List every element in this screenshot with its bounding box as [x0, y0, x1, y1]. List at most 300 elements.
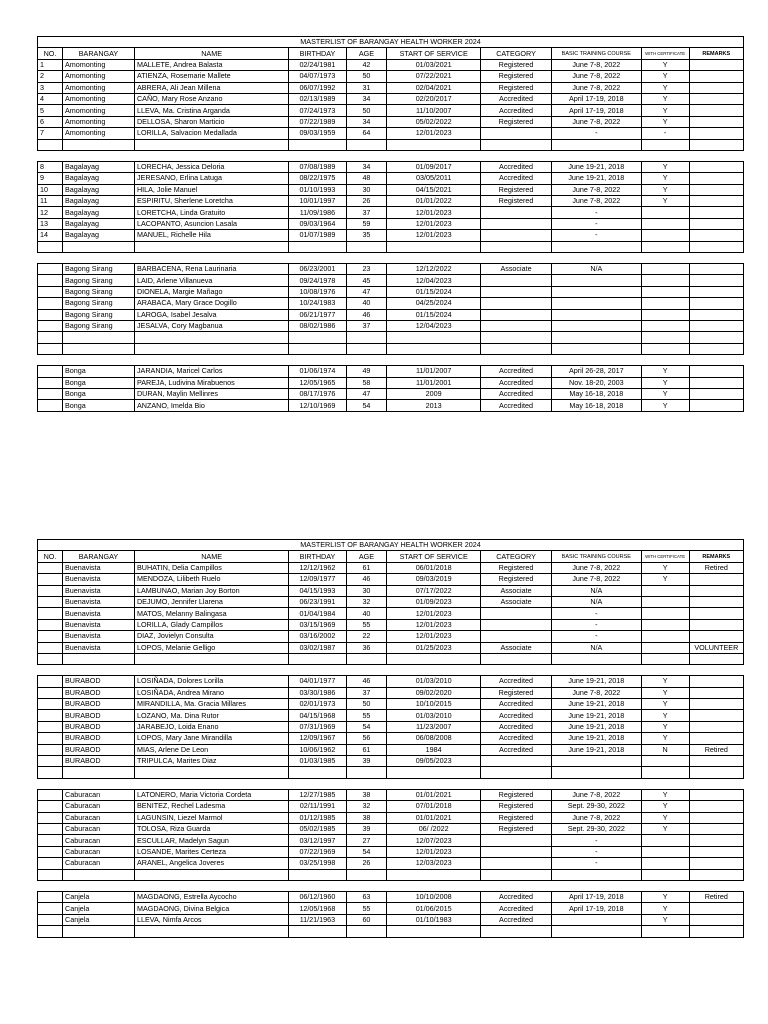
cell-barangay: BURABOD	[63, 710, 135, 721]
cell-certificate	[641, 264, 689, 275]
cell-no: 10	[38, 184, 63, 195]
cell-certificate: Y	[641, 173, 689, 184]
cell-certificate	[641, 207, 689, 218]
cell-training: -	[551, 230, 641, 241]
cell-barangay: Caburacan	[63, 801, 135, 812]
cell-certificate	[641, 631, 689, 642]
header-no: NO.	[38, 551, 63, 562]
cell-certificate	[641, 858, 689, 869]
cell-certificate: Y	[641, 59, 689, 70]
table-row	[38, 93, 744, 104]
table-row	[38, 218, 744, 229]
cell-barangay	[63, 926, 135, 937]
cell-no	[38, 710, 63, 721]
cell-age: 36	[346, 642, 387, 653]
cell-no	[38, 139, 63, 150]
cell-birthday: 10/06/1962	[289, 744, 346, 755]
cell-no	[38, 767, 63, 778]
table-row	[38, 377, 744, 388]
cell-age: 34	[346, 116, 387, 127]
cell-remarks	[689, 869, 743, 880]
cell-start-of-service: 01/06/2015	[387, 903, 481, 914]
header-start-of-service: START OF SERVICE	[387, 48, 481, 59]
cell-no	[38, 801, 63, 812]
cell-certificate	[641, 608, 689, 619]
cell-remarks	[689, 574, 743, 585]
cell-barangay: Bagalayag	[63, 207, 135, 218]
cell-remarks	[689, 388, 743, 399]
cell-certificate	[641, 619, 689, 630]
cell-birthday: 03/15/1969	[289, 619, 346, 630]
table-row	[38, 139, 744, 150]
cell-remarks	[689, 721, 743, 732]
cell-age: 34	[346, 161, 387, 172]
cell-start-of-service: 07/22/2021	[387, 71, 481, 82]
cell-name: BUHATIN, Delia Campillos	[134, 562, 288, 573]
cell-no	[38, 756, 63, 767]
cell-start-of-service: 04/15/2021	[387, 184, 481, 195]
cell-no: 5	[38, 105, 63, 116]
cell-remarks	[689, 196, 743, 207]
cell-remarks	[689, 596, 743, 607]
cell-barangay: Amomonting	[63, 93, 135, 104]
cell-category: Accredited	[481, 388, 552, 399]
cell-barangay	[63, 767, 135, 778]
cell-birthday	[289, 653, 346, 664]
cell-remarks	[689, 207, 743, 218]
cell-certificate	[641, 332, 689, 343]
cell-age: 55	[346, 710, 387, 721]
cell-category: Registered	[481, 71, 552, 82]
table-row	[38, 116, 744, 127]
cell-barangay: Canjela	[63, 914, 135, 925]
table-row	[38, 789, 744, 800]
cell-training	[551, 767, 641, 778]
cell-certificate	[641, 298, 689, 309]
cell-training: June 7-8, 2022	[551, 789, 641, 800]
cell-age: 55	[346, 619, 387, 630]
header-age: AGE	[346, 551, 387, 562]
table-row	[38, 608, 744, 619]
table-row	[38, 596, 744, 607]
cell-age: 64	[346, 128, 387, 139]
cell-start-of-service: 12/03/2023	[387, 858, 481, 869]
cell-age: 35	[346, 230, 387, 241]
cell-category: Accredited	[481, 914, 552, 925]
cell-name: JERESANO, Erlina Latuga	[134, 173, 288, 184]
header-training: BASIC TRAINING COURSE	[551, 551, 641, 562]
cell-no	[38, 286, 63, 297]
cell-certificate: N	[641, 744, 689, 755]
cell-start-of-service: 11/01/2007	[387, 366, 481, 377]
cell-name: ABRERA, Ali Jean Millena	[134, 82, 288, 93]
cell-name: LOSIÑADA, Andrea Mirano	[134, 687, 288, 698]
cell-category	[481, 320, 552, 331]
cell-birthday: 06/23/1991	[289, 596, 346, 607]
table-row	[38, 82, 744, 93]
cell-name: BARBACENA, Rena Laurinaria	[134, 264, 288, 275]
cell-barangay: Caburacan	[63, 812, 135, 823]
cell-name: LORILLA, Salvacion Medallada	[134, 128, 288, 139]
cell-category: Registered	[481, 801, 552, 812]
cell-category: Registered	[481, 823, 552, 834]
table-row	[38, 59, 744, 70]
cell-certificate	[641, 926, 689, 937]
cell-no	[38, 585, 63, 596]
cell-start-of-service	[387, 926, 481, 937]
cell-no	[38, 687, 63, 698]
cell-age: 26	[346, 858, 387, 869]
cell-training: June 7-8, 2022	[551, 82, 641, 93]
cell-certificate: Y	[641, 710, 689, 721]
cell-age: 54	[346, 400, 387, 411]
cell-remarks	[689, 173, 743, 184]
cell-category: Accredited	[481, 173, 552, 184]
table-row	[38, 721, 744, 732]
cell-age	[346, 343, 387, 354]
cell-remarks	[689, 699, 743, 710]
cell-birthday: 10/01/1997	[289, 196, 346, 207]
cell-birthday: 09/24/1978	[289, 275, 346, 286]
cell-training: May 16-18, 2018	[551, 400, 641, 411]
cell-barangay: Bagong Sirang	[63, 286, 135, 297]
cell-barangay: BURABOD	[63, 687, 135, 698]
cell-name	[134, 241, 288, 252]
cell-name: DELLOSA, Sharon Marticio	[134, 116, 288, 127]
cell-certificate	[641, 642, 689, 653]
cell-no	[38, 721, 63, 732]
table-row	[38, 562, 744, 573]
cell-birthday	[289, 332, 346, 343]
cell-name: PAREJA, Ludivina Mirabuenos	[134, 377, 288, 388]
cell-age: 59	[346, 218, 387, 229]
cell-category	[481, 926, 552, 937]
section-spacer	[38, 665, 744, 676]
cell-age: 61	[346, 562, 387, 573]
cell-birthday: 01/10/1993	[289, 184, 346, 195]
cell-start-of-service	[387, 241, 481, 252]
cell-training	[551, 309, 641, 320]
cell-start-of-service: 06/08/2008	[387, 733, 481, 744]
cell-barangay: Amomonting	[63, 128, 135, 139]
cell-age: 30	[346, 585, 387, 596]
cell-no	[38, 298, 63, 309]
cell-start-of-service: 12/01/2023	[387, 619, 481, 630]
cell-remarks	[689, 105, 743, 116]
cell-certificate: Y	[641, 196, 689, 207]
cell-start-of-service: 01/03/2021	[387, 59, 481, 70]
cell-barangay: Amomonting	[63, 71, 135, 82]
cell-barangay: Buenavista	[63, 642, 135, 653]
cell-barangay: BURABOD	[63, 744, 135, 755]
cell-training	[551, 914, 641, 925]
cell-certificate	[641, 309, 689, 320]
cell-barangay: Bagalayag	[63, 196, 135, 207]
cell-remarks: Retired	[689, 562, 743, 573]
cell-remarks	[689, 139, 743, 150]
cell-start-of-service: 02/20/2017	[387, 93, 481, 104]
cell-category: Registered	[481, 789, 552, 800]
cell-category: Registered	[481, 184, 552, 195]
cell-category	[481, 846, 552, 857]
cell-remarks	[689, 585, 743, 596]
cell-certificate	[641, 846, 689, 857]
cell-training: -	[551, 218, 641, 229]
cell-start-of-service: 01/15/2024	[387, 309, 481, 320]
cell-age: 40	[346, 608, 387, 619]
cell-remarks	[689, 343, 743, 354]
header-remarks: REMARKS	[689, 48, 743, 59]
cell-age: 31	[346, 82, 387, 93]
cell-category	[481, 218, 552, 229]
cell-training	[551, 869, 641, 880]
cell-certificate: Y	[641, 116, 689, 127]
cell-training: June 7-8, 2022	[551, 687, 641, 698]
cell-no	[38, 400, 63, 411]
cell-category: Accredited	[481, 891, 552, 902]
cell-certificate: Y	[641, 71, 689, 82]
cell-age: 38	[346, 789, 387, 800]
cell-no	[38, 835, 63, 846]
cell-training: June 7-8, 2022	[551, 196, 641, 207]
cell-start-of-service: 10/10/2015	[387, 699, 481, 710]
cell-category	[481, 869, 552, 880]
cell-birthday	[289, 343, 346, 354]
cell-birthday: 01/12/1985	[289, 812, 346, 823]
cell-start-of-service: 11/23/2007	[387, 721, 481, 732]
cell-no	[38, 377, 63, 388]
cell-birthday: 06/21/1977	[289, 309, 346, 320]
header-barangay: BARANGAY	[63, 48, 135, 59]
section-spacer	[38, 880, 744, 891]
cell-start-of-service: 01/01/2022	[387, 196, 481, 207]
table-row	[38, 642, 744, 653]
cell-start-of-service: 01/10/1983	[387, 914, 481, 925]
cell-age: 50	[346, 105, 387, 116]
cell-certificate: Y	[641, 721, 689, 732]
cell-training: June 19-21, 2018	[551, 173, 641, 184]
cell-training: June 19-21, 2018	[551, 744, 641, 755]
masterlist-table-1	[37, 36, 744, 412]
cell-age: 54	[346, 846, 387, 857]
cell-training: June 7-8, 2022	[551, 574, 641, 585]
cell-name	[134, 332, 288, 343]
cell-no	[38, 264, 63, 275]
cell-name: MANUEL, Richelle Hila	[134, 230, 288, 241]
cell-barangay: Bagalayag	[63, 230, 135, 241]
table-row	[38, 687, 744, 698]
cell-training: June 7-8, 2022	[551, 812, 641, 823]
cell-name	[134, 767, 288, 778]
cell-birthday	[289, 869, 346, 880]
cell-no	[38, 891, 63, 902]
table-row	[38, 309, 744, 320]
cell-certificate	[641, 653, 689, 664]
cell-certificate	[641, 320, 689, 331]
cell-name: MAGDAONG, Divina Belgica	[134, 903, 288, 914]
cell-start-of-service	[387, 767, 481, 778]
cell-remarks	[689, 218, 743, 229]
document-title: MASTERLIST OF BARANGAY HEALTH WORKER 2024	[38, 37, 744, 48]
cell-birthday: 11/21/1963	[289, 914, 346, 925]
cell-barangay: Caburacan	[63, 858, 135, 869]
cell-category	[481, 608, 552, 619]
cell-training: -	[551, 608, 641, 619]
cell-age: 55	[346, 903, 387, 914]
cell-start-of-service: 12/01/2023	[387, 631, 481, 642]
cell-barangay: Buenavista	[63, 608, 135, 619]
cell-certificate	[641, 241, 689, 252]
cell-name: LATONERO, Maria Victoria Cordeta	[134, 789, 288, 800]
cell-barangay: Buenavista	[63, 562, 135, 573]
cell-start-of-service: 03/05/2011	[387, 173, 481, 184]
cell-age	[346, 653, 387, 664]
cell-birthday: 10/24/1983	[289, 298, 346, 309]
cell-remarks	[689, 230, 743, 241]
cell-barangay: Bagalayag	[63, 173, 135, 184]
header-remarks: REMARKS	[689, 551, 743, 562]
cell-no: 6	[38, 116, 63, 127]
cell-barangay: Canjela	[63, 903, 135, 914]
cell-certificate: Y	[641, 812, 689, 823]
table-row	[38, 914, 744, 925]
cell-no: 9	[38, 173, 63, 184]
cell-category	[481, 756, 552, 767]
table-row	[38, 128, 744, 139]
cell-barangay: BURABOD	[63, 721, 135, 732]
cell-birthday: 08/22/1975	[289, 173, 346, 184]
cell-training: June 7-8, 2022	[551, 562, 641, 573]
cell-training: June 19-21, 2018	[551, 161, 641, 172]
cell-training: Sept. 29-30, 2022	[551, 801, 641, 812]
cell-name: DEJUMO, Jennifer Llarena	[134, 596, 288, 607]
cell-no: 14	[38, 230, 63, 241]
cell-category: Accredited	[481, 699, 552, 710]
header-category: CATEGORY	[481, 48, 552, 59]
cell-certificate	[641, 767, 689, 778]
table-row	[38, 298, 744, 309]
cell-birthday: 12/10/1969	[289, 400, 346, 411]
cell-category	[481, 275, 552, 286]
cell-birthday: 06/23/2001	[289, 264, 346, 275]
table-row	[38, 801, 744, 812]
cell-start-of-service: 02/04/2021	[387, 82, 481, 93]
cell-certificate: Y	[641, 903, 689, 914]
cell-no	[38, 789, 63, 800]
cell-no	[38, 869, 63, 880]
cell-start-of-service: 10/10/2008	[387, 891, 481, 902]
cell-birthday: 12/05/1965	[289, 377, 346, 388]
cell-age: 54	[346, 721, 387, 732]
cell-remarks	[689, 801, 743, 812]
header-training: BASIC TRAINING COURSE	[551, 48, 641, 59]
cell-start-of-service: 12/07/2023	[387, 835, 481, 846]
table-row	[38, 230, 744, 241]
cell-training: -	[551, 858, 641, 869]
header-start-of-service: START OF SERVICE	[387, 551, 481, 562]
cell-birthday: 02/24/1981	[289, 59, 346, 70]
cell-name	[134, 926, 288, 937]
cell-no	[38, 320, 63, 331]
cell-no: 2	[38, 71, 63, 82]
cell-start-of-service: 12/01/2023	[387, 218, 481, 229]
cell-certificate	[641, 869, 689, 880]
table-row	[38, 343, 744, 354]
cell-age: 40	[346, 298, 387, 309]
table-row	[38, 332, 744, 343]
cell-category: Accredited	[481, 400, 552, 411]
cell-remarks	[689, 116, 743, 127]
cell-age	[346, 926, 387, 937]
table-row	[38, 846, 744, 857]
cell-training	[551, 343, 641, 354]
cell-birthday: 03/25/1998	[289, 858, 346, 869]
cell-age: 50	[346, 71, 387, 82]
cell-remarks	[689, 128, 743, 139]
cell-start-of-service: 1984	[387, 744, 481, 755]
cell-start-of-service: 01/09/2017	[387, 161, 481, 172]
cell-birthday: 06/12/1960	[289, 891, 346, 902]
cell-remarks	[689, 846, 743, 857]
cell-certificate	[641, 343, 689, 354]
cell-category	[481, 332, 552, 343]
cell-training	[551, 241, 641, 252]
cell-category	[481, 241, 552, 252]
cell-age	[346, 332, 387, 343]
cell-remarks	[689, 710, 743, 721]
table-row	[38, 264, 744, 275]
cell-name: ESCULLAR, Madelyn Sagun	[134, 835, 288, 846]
cell-barangay: BURABOD	[63, 676, 135, 687]
cell-remarks	[689, 756, 743, 767]
cell-birthday: 10/08/1976	[289, 286, 346, 297]
cell-barangay: Canjela	[63, 891, 135, 902]
cell-barangay: Bagong Sirang	[63, 298, 135, 309]
cell-age: 46	[346, 309, 387, 320]
cell-barangay: Buenavista	[63, 631, 135, 642]
cell-start-of-service: 06/ /2022	[387, 823, 481, 834]
cell-remarks	[689, 653, 743, 664]
header-birthday: BIRTHDAY	[289, 551, 346, 562]
cell-certificate: Y	[641, 823, 689, 834]
cell-no	[38, 733, 63, 744]
header-no: NO.	[38, 48, 63, 59]
cell-category	[481, 286, 552, 297]
document-title: MASTERLIST OF BARANGAY HEALTH WORKER 2024	[38, 540, 744, 551]
table-row	[38, 756, 744, 767]
cell-no: 1	[38, 59, 63, 70]
cell-age: 45	[346, 275, 387, 286]
cell-no	[38, 846, 63, 857]
cell-name: LAROGA, Isabel Jesalva	[134, 309, 288, 320]
cell-category: Associate	[481, 642, 552, 653]
header-certificate: WITH CERTIFICATE	[641, 48, 689, 59]
cell-start-of-service: 11/10/2007	[387, 105, 481, 116]
cell-category	[481, 619, 552, 630]
cell-remarks	[689, 275, 743, 286]
cell-age	[346, 767, 387, 778]
cell-name: MATOS, Melanny Balingasa	[134, 608, 288, 619]
table-row	[38, 858, 744, 869]
cell-barangay	[63, 653, 135, 664]
cell-age: 39	[346, 823, 387, 834]
cell-birthday: 01/03/1985	[289, 756, 346, 767]
cell-start-of-service: 01/01/2021	[387, 812, 481, 823]
cell-remarks	[689, 733, 743, 744]
cell-no	[38, 653, 63, 664]
cell-certificate: Y	[641, 914, 689, 925]
worker-table	[37, 539, 744, 938]
